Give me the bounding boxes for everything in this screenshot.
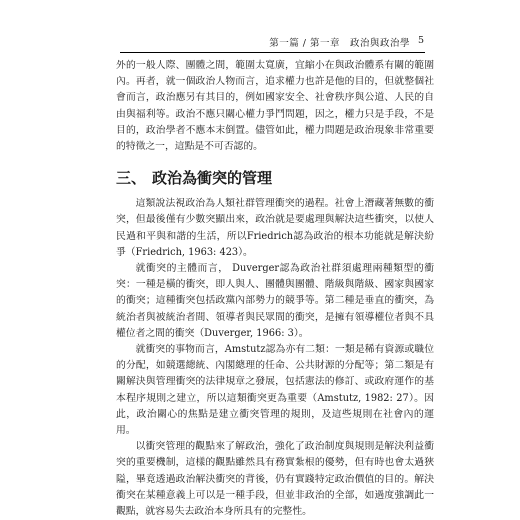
paragraph: 以衝突管理的觀點來了解政治，強化了政治制度與規則是解決利益衝突的重要機制，這樣的觀點雖然具有務實紮根的優勢，但有時也會太過狹隘，畢竟透過政治解決衝突的背後，仍有實踐特定政治價值的目的。解決衝突在某種意義上可以是一種手段，但並非政治的全部，如過度強調此一觀點，就容易失去政治本身所具有的完整性。 bbox=[116, 441, 434, 518]
running-title: 第一篇 / 第一章 政治與政治學 bbox=[269, 38, 410, 49]
page-number: 5 bbox=[417, 35, 424, 46]
paragraph: 就衝突的主體而言， Duverger認為政治社群須處理兩種類型的衝突：一種是橫的衝突，即人與人、團體與團體、階級與階級、國家與國家的衝突；這種衝突包括政黨內部勢力的競爭等。第二種是垂直的衝突，為統治者與被統治者間、領導者與民眾間的衝突，是擁有領導權位者與不具權位者之間的衝突（Duverger, 1966: 3）。 bbox=[116, 263, 434, 339]
page-header bbox=[0, 35, 520, 49]
paragraph: 這類說法視政治為人類社群管理衝突的過程。社會上潛藏著無數的衝突，但最後僅有少數突顯出來，政治就是要處理與解決這些衝突，以使人民過和平與和諧的生活，所以Friedrich認為政治的根本功能就是解決紛爭（Friedrich, 1963: 423）。 bbox=[116, 198, 434, 258]
paragraph: 就衝突的事物而言，Amstutz認為亦有二類：一類是稀有資源或職位的分配，如競選總統、內閣總理的任命、公共財源的分配等；第二類是有關解決與管理衝突的法律規章之發展，包括憲法的修訂、或政府運作的基本程序規則之建立，所以這類衝突更為重要（Amstutz, 1982: 27）。因此，政治關心的焦點是建立衝突管理的規則，及這些規則在社會內的運用。 bbox=[116, 344, 434, 437]
section-number: 三、 bbox=[116, 169, 147, 188]
page-body bbox=[116, 58, 434, 520]
paragraph: 外的一般人際、團體之間，範圍太寬廣，宜縮小在與政治體系有關的範圍內。再者，就一個政治人物而言，追求權力也許是他的目的，但就整個社會而言，政治應另有其目的，例如國家安全、社會秩序與公道、人民的自由與福利等。政治不應只關心權力爭鬥問題，因之，權力只是手段，不是目的，政治學者不應本末倒置。儘管如此，權力問題是政治現象非常重要的特徵之一，這點是不可否認的。 bbox=[116, 60, 434, 153]
section-heading bbox=[116, 167, 434, 188]
section-title: 政治為衝突的管理 bbox=[152, 169, 273, 188]
header-rule bbox=[120, 52, 425, 53]
